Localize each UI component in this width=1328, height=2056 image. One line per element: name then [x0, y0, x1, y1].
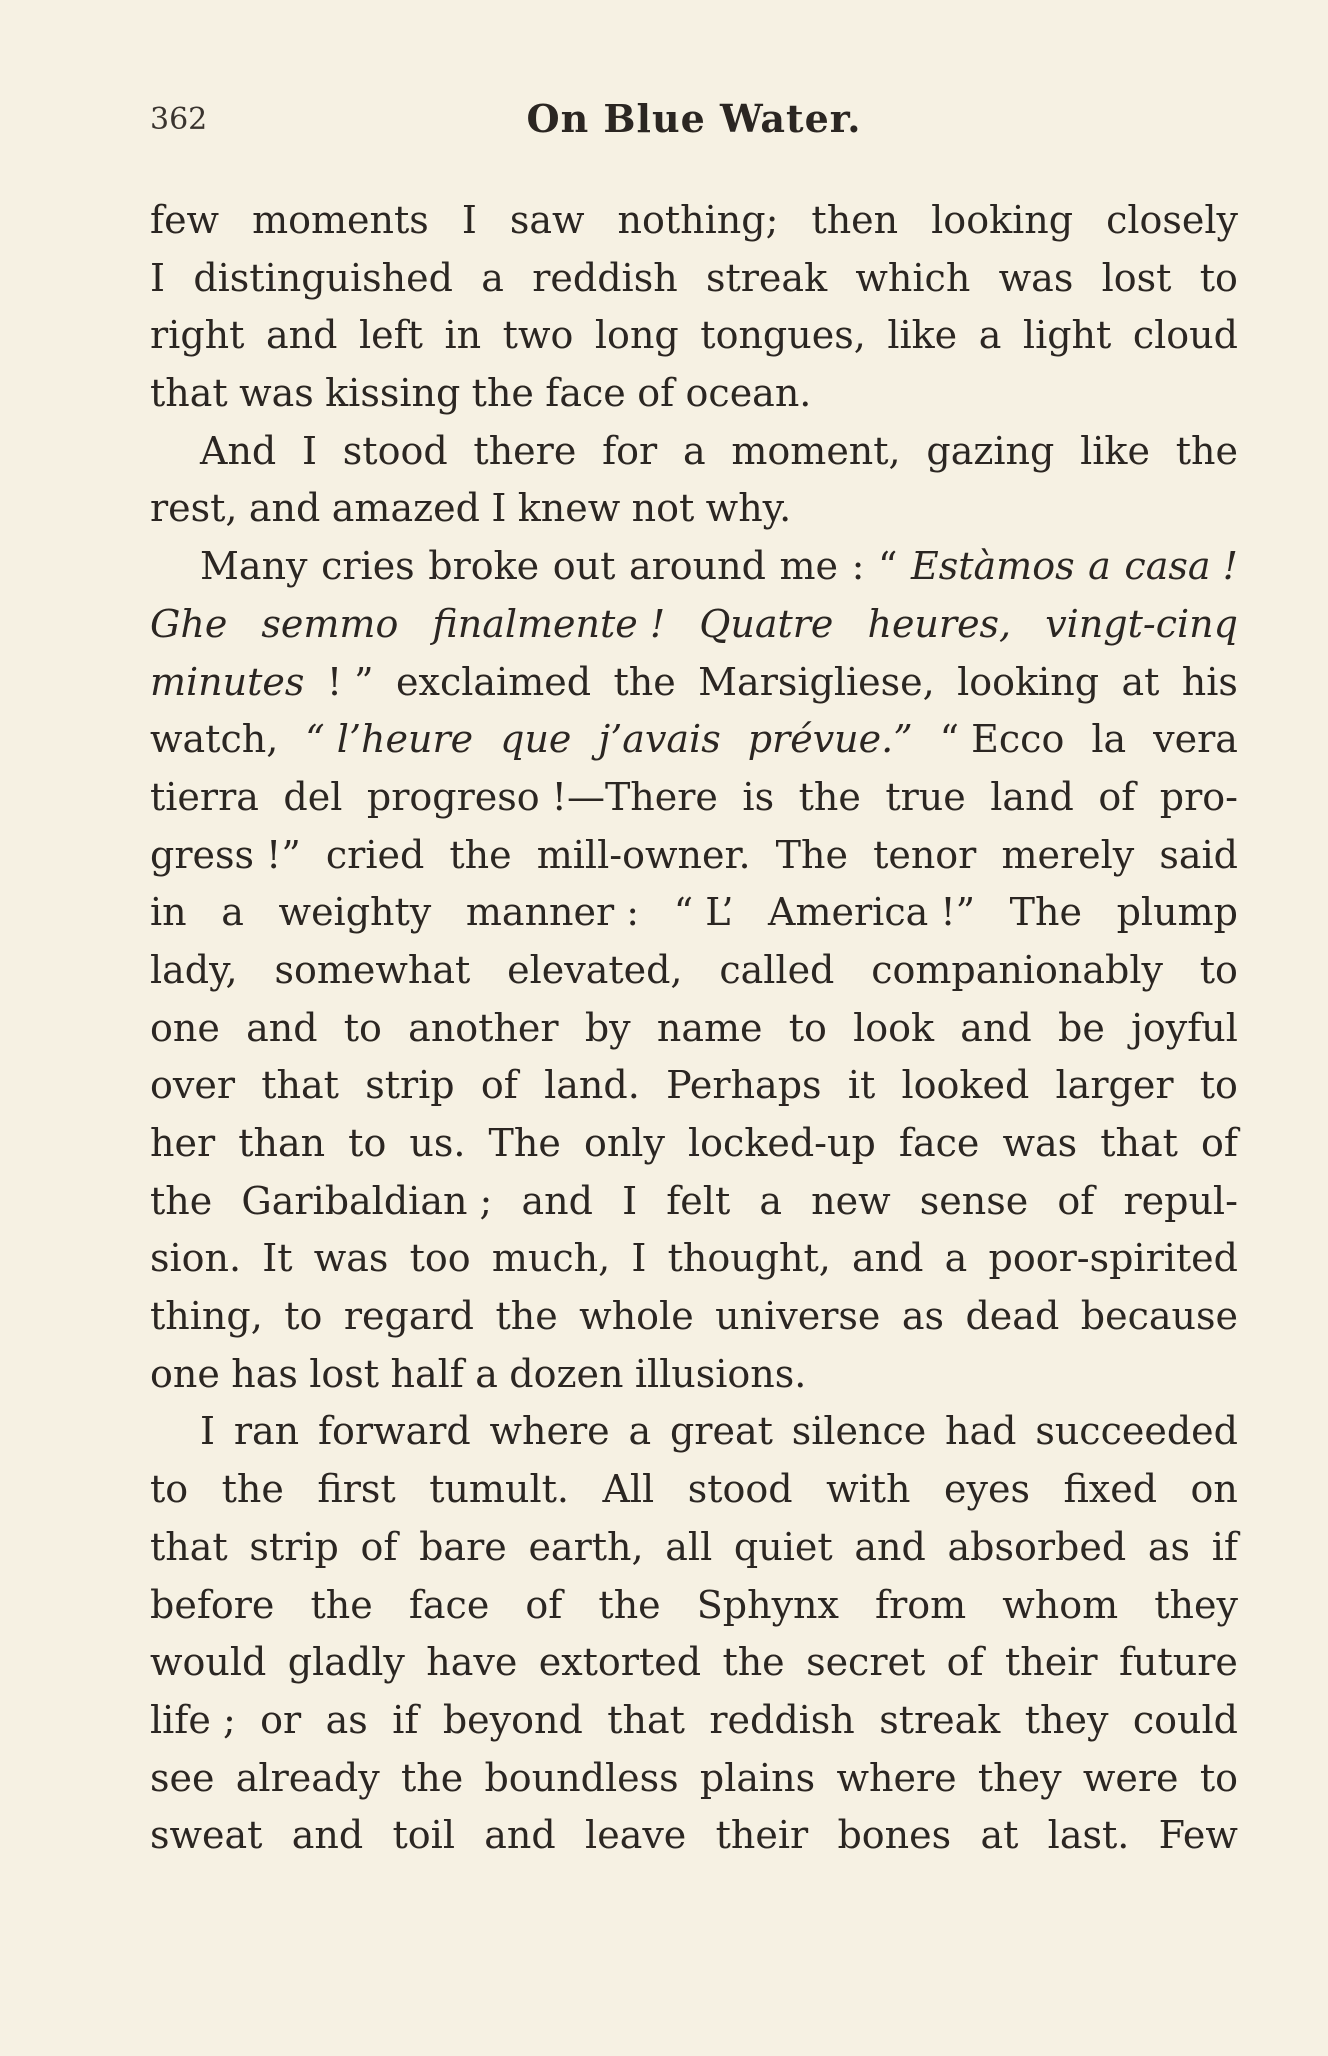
word: his	[1181, 659, 1238, 704]
word: silence	[791, 1409, 927, 1454]
word: and	[484, 1813, 556, 1858]
word: that	[1100, 1121, 1178, 1165]
text-line	[150, 1346, 1238, 1404]
text-line	[150, 365, 1238, 423]
word: could	[1132, 1697, 1238, 1742]
word: rest,	[150, 486, 238, 531]
text-line	[150, 192, 1238, 250]
word: called	[719, 947, 835, 992]
word: of	[1200, 1121, 1238, 1165]
word: Marsigliese,	[698, 659, 935, 704]
word: said	[1159, 832, 1238, 877]
word: and	[246, 1005, 318, 1050]
word: the	[221, 1467, 284, 1512]
word: thought,	[667, 1236, 831, 1281]
word: vingt-cinq	[1045, 601, 1238, 646]
word: semmo	[261, 601, 399, 646]
word: Ghe	[150, 601, 228, 646]
word: The	[1009, 890, 1082, 935]
word: whole	[579, 1294, 694, 1339]
word: too	[409, 1236, 471, 1281]
word: their	[715, 1813, 809, 1858]
word: I	[200, 1409, 216, 1454]
word: there	[473, 428, 577, 473]
word: larger	[1055, 1063, 1174, 1108]
word: fixed	[1063, 1467, 1158, 1512]
word: illusions.	[634, 1351, 807, 1396]
word: boundless	[484, 1755, 679, 1800]
word: tierra	[150, 774, 259, 819]
text-line	[150, 250, 1238, 308]
word: and	[291, 1813, 364, 1858]
text-line	[150, 769, 1238, 827]
word: to	[1199, 1063, 1238, 1108]
word: Garibaldian ;	[241, 1178, 493, 1223]
word: first	[317, 1467, 396, 1512]
word: stood	[342, 428, 448, 473]
word: was	[1002, 1121, 1078, 1165]
word: which	[855, 255, 971, 300]
word: secret	[806, 1640, 926, 1685]
word: was	[313, 1236, 389, 1281]
word: closely	[1106, 198, 1238, 242]
word: kissing	[325, 371, 461, 416]
text-line	[150, 1230, 1238, 1288]
text-line	[150, 1057, 1238, 1115]
word: to	[1199, 1755, 1238, 1800]
text-line	[150, 423, 1238, 481]
word: strip	[249, 1524, 339, 1569]
text-line	[150, 1519, 1238, 1577]
word: Perhaps	[666, 1063, 822, 1108]
word: felt	[666, 1178, 731, 1223]
word: life ;	[150, 1697, 236, 1742]
word: before	[150, 1582, 275, 1627]
word: forward	[317, 1409, 471, 1454]
word: that	[150, 371, 228, 416]
word: dead	[965, 1294, 1060, 1339]
word: knew	[517, 486, 621, 531]
word: finalmente !	[432, 601, 666, 646]
word: “ Ecco	[939, 717, 1065, 762]
word: future	[1118, 1640, 1238, 1685]
word: face	[408, 1582, 490, 1627]
word: :	[851, 544, 865, 589]
word: the	[613, 659, 676, 704]
word: saw	[509, 198, 585, 242]
word: to	[343, 1005, 382, 1050]
word: because	[1080, 1294, 1238, 1339]
word: over	[150, 1063, 235, 1108]
word: la	[1091, 717, 1127, 762]
text-line	[150, 654, 1238, 712]
word: a	[481, 255, 504, 300]
word: on	[1190, 1467, 1238, 1512]
word: cries	[321, 544, 415, 589]
word: the	[495, 1294, 558, 1339]
text-line	[150, 596, 1238, 654]
word: tumult.	[429, 1467, 569, 1512]
word: pro-	[1159, 774, 1238, 819]
word: in	[444, 313, 482, 358]
word: and	[854, 1524, 926, 1569]
word: The	[775, 832, 848, 877]
word: And	[200, 428, 277, 473]
word: by	[584, 1005, 631, 1050]
word: earth,	[528, 1524, 644, 1569]
word: be	[1058, 1005, 1105, 1050]
word: has	[231, 1351, 298, 1396]
text-line	[150, 1577, 1238, 1635]
word: I	[150, 255, 166, 300]
word: with	[826, 1467, 911, 1512]
word: a	[628, 1409, 652, 1454]
word: stood	[687, 1467, 793, 1512]
word: toil	[392, 1813, 455, 1858]
word: manner :	[465, 890, 640, 935]
word: to	[284, 1294, 323, 1339]
word: all	[665, 1524, 713, 1569]
word: look	[853, 1005, 935, 1050]
word: name	[656, 1005, 763, 1050]
word: Estàmos	[911, 544, 1075, 589]
word: the	[400, 1755, 464, 1800]
text-line	[150, 711, 1238, 769]
word: broke	[428, 544, 540, 589]
word: succeeded	[1035, 1409, 1238, 1454]
word: they	[977, 1755, 1062, 1800]
word: the	[1175, 428, 1238, 473]
word: exclaimed	[396, 659, 592, 704]
word: reddish	[532, 255, 678, 300]
word: bones	[837, 1813, 952, 1858]
word: reddish	[709, 1697, 855, 1742]
word: of	[1057, 1178, 1095, 1223]
word: than	[238, 1121, 326, 1165]
text-line	[150, 1634, 1238, 1692]
word: beyond	[442, 1697, 583, 1742]
word: and	[265, 313, 338, 358]
running-head	[150, 96, 1238, 146]
word: watch,	[150, 717, 279, 762]
word: as	[325, 1697, 368, 1742]
word: I	[622, 1178, 638, 1223]
word: I	[491, 486, 507, 531]
word: que	[500, 717, 572, 762]
word: for	[602, 428, 658, 473]
word: and	[521, 1178, 593, 1223]
word: of	[480, 1063, 518, 1108]
word: where	[836, 1755, 957, 1800]
word: I	[461, 198, 477, 242]
word: already	[235, 1755, 380, 1800]
word: was	[998, 255, 1074, 300]
word: “ L’	[673, 890, 734, 935]
word: face	[898, 1121, 980, 1165]
word: the	[471, 371, 534, 416]
word: “	[878, 544, 898, 589]
word: as	[901, 1294, 945, 1339]
word: at	[1121, 659, 1160, 704]
word: where	[489, 1409, 610, 1454]
word: elevated,	[507, 947, 683, 992]
word: two	[502, 313, 574, 358]
word: light	[1022, 313, 1112, 358]
word: I	[631, 1236, 647, 1281]
word: America !”	[768, 890, 976, 935]
word: poor-spirited	[988, 1236, 1238, 1281]
word: vera	[1153, 717, 1238, 762]
word: one	[150, 1005, 220, 1050]
text-line	[150, 538, 1238, 596]
word: looking	[957, 659, 1100, 704]
word: the	[449, 832, 512, 877]
word: right	[150, 313, 245, 358]
word: casa !	[1124, 544, 1238, 589]
word: dozen	[509, 1351, 624, 1396]
word: quiet	[733, 1524, 833, 1569]
word: a	[1088, 544, 1111, 589]
word: streak	[879, 1697, 1001, 1742]
word: All	[602, 1467, 655, 1512]
word: why.	[705, 486, 792, 531]
word: they	[1024, 1697, 1109, 1742]
word: us.	[409, 1121, 466, 1165]
text-line	[150, 1288, 1238, 1346]
word: a	[682, 428, 706, 473]
word: few	[150, 198, 220, 242]
word: to	[348, 1121, 387, 1165]
word: the	[598, 1582, 661, 1627]
word: Few	[1158, 1813, 1238, 1858]
word: like	[887, 313, 958, 358]
word: last.	[1047, 1813, 1130, 1858]
word: whom	[1002, 1582, 1119, 1627]
word: cloud	[1132, 313, 1238, 358]
text-line	[150, 1173, 1238, 1231]
word: moment,	[731, 428, 901, 473]
word: was	[239, 371, 314, 416]
word: of	[525, 1582, 563, 1627]
word: ocean.	[685, 371, 812, 416]
word: as	[1147, 1524, 1190, 1569]
word: I	[302, 428, 318, 473]
word: to	[788, 1005, 827, 1050]
word: of	[946, 1640, 984, 1685]
word: then	[811, 198, 899, 242]
word: amazed	[331, 486, 480, 531]
word: It	[262, 1236, 293, 1281]
word: not	[631, 486, 695, 531]
text-line	[150, 480, 1238, 538]
word: the	[722, 1640, 785, 1685]
word: looking	[931, 198, 1074, 242]
word: the	[310, 1582, 373, 1627]
word: would	[150, 1640, 267, 1685]
text-line	[150, 942, 1238, 1000]
word: somewhat	[274, 947, 471, 992]
word: were	[1082, 1755, 1179, 1800]
word: minutes	[150, 659, 305, 704]
word: another	[408, 1005, 559, 1050]
word: ran	[233, 1409, 300, 1454]
word: heures,	[867, 601, 1012, 646]
word: if	[392, 1697, 419, 1742]
word: j’avais	[598, 717, 721, 762]
word: gress !”	[150, 832, 301, 877]
text-line	[150, 884, 1238, 942]
word: see	[150, 1755, 215, 1800]
word: long	[594, 313, 679, 358]
word: plump	[1116, 890, 1238, 935]
word: land	[990, 774, 1074, 819]
word: have	[426, 1640, 518, 1685]
word: repul-	[1123, 1178, 1238, 1223]
word: sweat	[150, 1813, 263, 1858]
word: the	[150, 1178, 213, 1223]
word: had	[945, 1409, 1017, 1454]
word: of	[1098, 774, 1136, 819]
word: merely	[1001, 832, 1135, 877]
word: and	[852, 1236, 924, 1281]
word: half	[390, 1351, 464, 1396]
word: tongues,	[700, 313, 866, 358]
word: a	[759, 1178, 783, 1223]
word: cried	[325, 832, 425, 877]
word: me	[779, 544, 839, 589]
word: absorbed	[947, 1524, 1127, 1569]
word: like	[1080, 428, 1150, 473]
word: a	[978, 313, 1002, 358]
word: gazing	[926, 428, 1055, 473]
word: sion.	[150, 1236, 242, 1281]
text-line	[150, 827, 1238, 885]
word: a	[475, 1351, 498, 1396]
word: mill-owner.	[536, 832, 751, 877]
word: extorted	[538, 1640, 702, 1685]
word: only	[583, 1121, 665, 1165]
word: distinguished	[193, 255, 453, 300]
word: left	[358, 313, 423, 358]
word: progreso !—There	[366, 774, 718, 819]
word: “ l’heure	[305, 717, 474, 762]
word: much,	[491, 1236, 611, 1281]
word: a	[944, 1236, 968, 1281]
word: The	[488, 1121, 561, 1165]
word: it	[847, 1063, 876, 1108]
word: her	[150, 1121, 216, 1165]
word: of	[637, 371, 675, 416]
word: sense	[919, 1178, 1029, 1223]
word: they	[1154, 1582, 1238, 1627]
word: eyes	[944, 1467, 1030, 1512]
word: lost	[1101, 255, 1172, 300]
text-line	[150, 1750, 1238, 1808]
word: companionably	[871, 947, 1163, 992]
word: nothing;	[617, 198, 779, 242]
word: leave	[585, 1813, 687, 1858]
word: that	[607, 1697, 685, 1742]
word: true	[885, 774, 966, 819]
word: universe	[715, 1294, 881, 1339]
word: great	[669, 1409, 773, 1454]
word: Sphynx	[696, 1582, 839, 1627]
word: bare	[419, 1524, 507, 1569]
word: at	[980, 1813, 1019, 1858]
body-text	[150, 192, 1238, 1865]
word: plains	[699, 1755, 816, 1800]
text-line	[150, 307, 1238, 365]
word: or	[260, 1697, 302, 1742]
word: del	[283, 774, 343, 819]
word: lost	[309, 1351, 380, 1396]
text-line	[150, 1000, 1238, 1058]
word: streak	[705, 255, 828, 300]
word: if	[1211, 1524, 1238, 1569]
word: prévue.”	[747, 717, 913, 762]
word: gladly	[287, 1640, 405, 1685]
running-title: On Blue Water.	[526, 96, 862, 141]
word: of	[360, 1524, 398, 1569]
text-line	[150, 1692, 1238, 1750]
word: tenor	[873, 832, 977, 877]
word: the	[798, 774, 861, 819]
word: from	[875, 1582, 967, 1627]
word: weighty	[278, 890, 432, 935]
word: in	[150, 890, 187, 935]
word: around	[628, 544, 766, 589]
word: joyful	[1131, 1005, 1238, 1050]
page-number: 362	[150, 102, 208, 137]
word: and	[248, 486, 321, 531]
text-line	[150, 1461, 1238, 1519]
word: land.	[544, 1063, 640, 1108]
word: Quatre	[699, 601, 834, 646]
word: their	[1005, 1640, 1098, 1685]
text-line	[150, 1115, 1238, 1173]
word: that	[261, 1063, 339, 1108]
word: strip	[365, 1063, 455, 1108]
word: to	[1199, 947, 1238, 992]
word: to	[1199, 255, 1238, 300]
word: is	[742, 774, 775, 819]
text-line	[150, 1403, 1238, 1461]
word: lady,	[150, 947, 238, 992]
word: thing,	[150, 1294, 263, 1339]
word: face	[545, 371, 626, 416]
word: to	[150, 1467, 189, 1512]
word: and	[960, 1005, 1032, 1050]
word: one	[150, 1351, 220, 1396]
word: Many	[200, 544, 308, 589]
word: out	[552, 544, 616, 589]
word: that	[150, 1524, 228, 1569]
word: new	[811, 1178, 891, 1223]
word: locked-up	[688, 1121, 876, 1165]
word: regard	[343, 1294, 474, 1339]
word: a	[221, 890, 244, 935]
text-line	[150, 1807, 1238, 1865]
word: moments	[252, 198, 429, 242]
word: looked	[901, 1063, 1030, 1108]
word: ! ”	[326, 659, 374, 704]
